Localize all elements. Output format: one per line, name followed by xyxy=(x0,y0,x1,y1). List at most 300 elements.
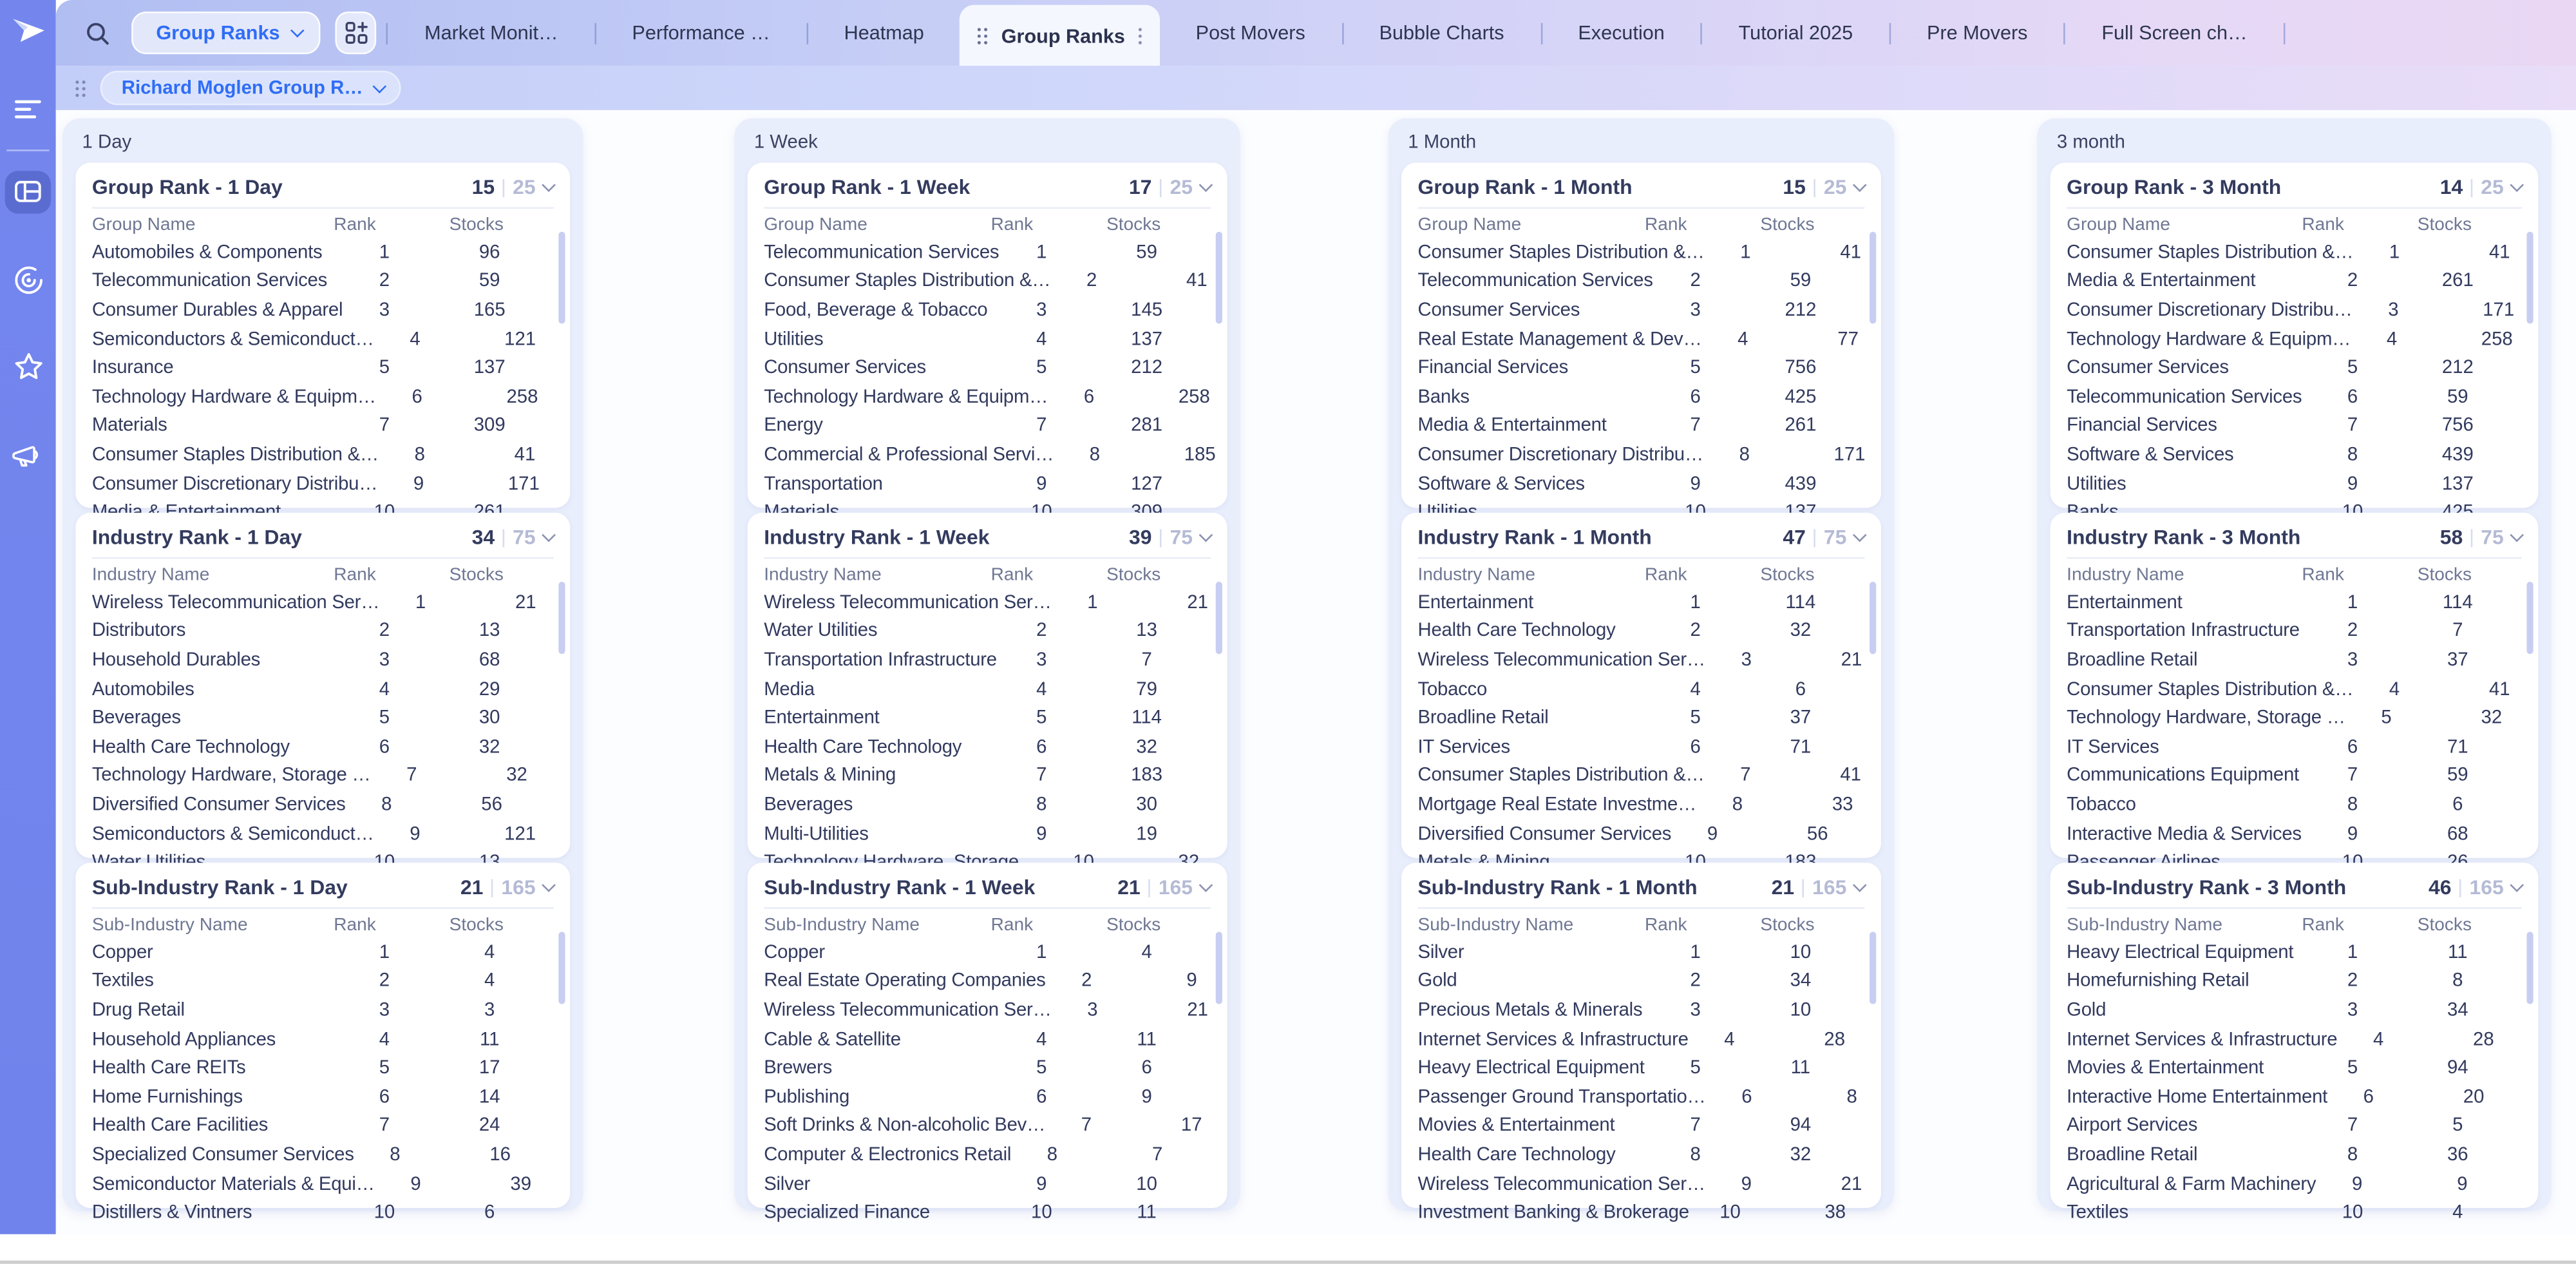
table-row[interactable] xyxy=(764,819,1211,848)
panel-header xyxy=(2067,522,2522,552)
table-row[interactable] xyxy=(1418,412,1865,441)
rank-cell: 9 xyxy=(413,474,424,494)
table-row[interactable] xyxy=(1418,968,1865,997)
row-count-dropdown[interactable] xyxy=(1772,876,1865,899)
table-row[interactable] xyxy=(764,470,1211,499)
rank-cell: 1 xyxy=(1740,243,1751,263)
total-count: 165 xyxy=(2469,876,2504,899)
table-row[interactable] xyxy=(1418,1170,1865,1199)
stocks-cell: 6 xyxy=(1141,1058,1152,1078)
count-separator xyxy=(491,879,493,897)
rank-cell: 1 xyxy=(1036,243,1047,263)
rank-cell: 8 xyxy=(1732,795,1743,816)
name-cell: Wireless Telecommunication Ser… xyxy=(764,1001,1052,1021)
tab-market-monit-[interactable]: Market Monit… xyxy=(424,21,558,44)
panel-divider xyxy=(1418,207,1865,209)
table-row[interactable] xyxy=(92,238,554,267)
name-cell: Entertainment xyxy=(1417,593,1533,613)
visible-count: 15 xyxy=(1783,175,1806,199)
table-rows xyxy=(92,238,554,528)
name-column-header: Group Name xyxy=(764,214,867,235)
table-row[interactable] xyxy=(1418,646,1865,675)
rank-cell: 5 xyxy=(379,1058,390,1078)
table-row[interactable] xyxy=(92,1112,554,1141)
row-count-dropdown[interactable] xyxy=(1783,176,1864,199)
table-row[interactable] xyxy=(764,996,1211,1025)
row-count-dropdown[interactable] xyxy=(1783,526,1864,549)
name-cell: Household Durables xyxy=(91,651,261,671)
add-widget-button[interactable] xyxy=(336,12,377,54)
stocks-column-header: Stocks xyxy=(449,914,504,935)
table-row[interactable] xyxy=(2067,968,2522,997)
table-row[interactable] xyxy=(1418,675,1865,704)
table-row[interactable] xyxy=(2067,733,2522,762)
scrollbar-thumb[interactable] xyxy=(2526,582,2533,654)
table-row[interactable] xyxy=(2067,441,2522,470)
name-cell: Distributors xyxy=(91,622,186,642)
rank-cell: 3 xyxy=(379,1001,390,1021)
stocks-cell: 7 xyxy=(2452,622,2463,642)
name-cell: Consumer Discretionary Distribu… xyxy=(1417,445,1703,465)
table-row[interactable] xyxy=(2067,939,2522,968)
scrollbar-thumb[interactable] xyxy=(1216,582,1222,654)
tab-performance-[interactable]: Performance … xyxy=(632,21,770,44)
row-count-dropdown[interactable] xyxy=(2440,176,2522,199)
table-row[interactable] xyxy=(764,646,1211,675)
table-row[interactable] xyxy=(764,354,1211,383)
name-cell: Diversified Consumer Services xyxy=(1417,824,1672,845)
row-count-dropdown[interactable] xyxy=(472,176,554,199)
name-cell: Financial Services xyxy=(2067,416,2217,436)
table-row[interactable] xyxy=(92,617,554,646)
tab-tutorial-2025[interactable]: Tutorial 2025 xyxy=(1738,21,1853,44)
drag-handle-icon[interactable] xyxy=(75,80,85,97)
table-row[interactable] xyxy=(764,704,1211,733)
table-row[interactable] xyxy=(2067,238,2522,267)
rank-cell: 4 xyxy=(1724,1029,1735,1050)
name-cell: Insurance xyxy=(91,358,174,379)
table-row[interactable] xyxy=(764,267,1211,296)
table-row[interactable] xyxy=(1418,441,1865,470)
rank-cell: 3 xyxy=(1036,300,1047,321)
stocks-cell: 439 xyxy=(1785,474,1817,494)
table-row[interactable] xyxy=(92,383,554,412)
visible-count: 15 xyxy=(471,175,495,199)
stocks-cell: 11 xyxy=(1790,1058,1811,1078)
table-row[interactable] xyxy=(2067,470,2522,499)
total-count: 75 xyxy=(513,526,536,550)
tab-post-movers[interactable]: Post Movers xyxy=(1195,21,1305,44)
table-row[interactable] xyxy=(92,819,554,848)
table-row[interactable] xyxy=(2067,819,2522,848)
name-cell: Consumer Staples Distribution &… xyxy=(764,271,1051,292)
table-row[interactable] xyxy=(764,588,1211,617)
table-row[interactable] xyxy=(92,675,554,704)
table-rows xyxy=(1418,238,1865,528)
rank-cell: 8 xyxy=(390,1145,401,1165)
stocks-cell: 10 xyxy=(1790,1001,1812,1021)
rank-column-header: Rank xyxy=(2302,564,2344,584)
name-column-header: Industry Name xyxy=(91,564,210,584)
tab-pre-movers[interactable]: Pre Movers xyxy=(1926,21,2028,44)
table-row[interactable] xyxy=(2067,1112,2522,1141)
stocks-column-header: Stocks xyxy=(1760,914,1815,935)
table-row[interactable] xyxy=(764,383,1211,412)
table-row[interactable] xyxy=(764,238,1211,267)
table-row[interactable] xyxy=(1418,1112,1865,1141)
name-cell: Publishing xyxy=(764,1087,850,1107)
table-row[interactable] xyxy=(764,762,1211,791)
tab-bubble-charts[interactable]: Bubble Charts xyxy=(1379,21,1504,44)
table-row[interactable] xyxy=(1418,1199,1865,1228)
scrollbar-thumb[interactable] xyxy=(2526,932,2533,1004)
table-row[interactable] xyxy=(92,1141,554,1170)
rank-cell: 4 xyxy=(1036,680,1047,700)
stocks-column-header: Stocks xyxy=(1106,564,1161,584)
table-row[interactable] xyxy=(1418,939,1865,968)
name-cell: Wireless Telecommunication Ser… xyxy=(764,593,1052,613)
preset-dropdown[interactable] xyxy=(100,71,401,106)
table-row[interactable] xyxy=(1418,267,1865,296)
row-count-dropdown[interactable] xyxy=(2429,876,2522,899)
table-row[interactable] xyxy=(764,1083,1211,1112)
stocks-cell: 165 xyxy=(473,300,506,321)
sidebar-item-favorites[interactable] xyxy=(0,350,56,383)
rank-cell: 8 xyxy=(1036,795,1047,816)
table-row[interactable] xyxy=(1418,704,1865,733)
stocks-cell: 56 xyxy=(481,795,502,816)
table-row[interactable] xyxy=(2067,296,2522,325)
table-row[interactable] xyxy=(2067,383,2522,412)
name-cell: Copper xyxy=(764,943,825,963)
table-row[interactable] xyxy=(92,354,554,383)
visible-count: 21 xyxy=(1771,876,1795,899)
rank-cell: 3 xyxy=(2347,651,2358,671)
rank-cell: 7 xyxy=(1081,1116,1092,1136)
table-row[interactable] xyxy=(764,1054,1211,1083)
row-count-dropdown[interactable] xyxy=(1129,176,1211,199)
table-row[interactable] xyxy=(2067,617,2522,646)
name-cell: Consumer Staples Distribution &… xyxy=(2067,680,2354,700)
stocks-cell: 32 xyxy=(1790,622,1812,642)
rank-cell: 4 xyxy=(1690,680,1701,700)
search-icon[interactable] xyxy=(86,21,110,45)
name-cell: Health Care Technology xyxy=(1417,622,1616,642)
table-rows xyxy=(1418,939,1865,1228)
rank-cell: 5 xyxy=(1690,1058,1701,1078)
table-row[interactable] xyxy=(764,1112,1211,1141)
table-row[interactable] xyxy=(2067,1083,2522,1112)
table-row[interactable] xyxy=(764,1170,1211,1199)
column-headers xyxy=(764,910,1211,938)
name-column-header: Group Name xyxy=(2067,214,2170,235)
timeframe-label: 1 Week xyxy=(753,133,818,153)
table-rows xyxy=(92,939,554,1228)
stocks-cell: 11 xyxy=(479,1029,500,1050)
column-headers xyxy=(1418,560,1865,588)
menu-icon[interactable] xyxy=(0,97,56,120)
rank-column-card xyxy=(1388,119,1895,1223)
table-row[interactable] xyxy=(1418,733,1865,762)
table-row[interactable] xyxy=(92,267,554,296)
stocks-cell: 212 xyxy=(1785,300,1817,321)
stocks-cell: 94 xyxy=(2447,1058,2468,1078)
name-cell: Specialized Finance xyxy=(764,1203,930,1223)
scrollbar-thumb[interactable] xyxy=(1870,232,1876,324)
rank-cell: 10 xyxy=(1719,1203,1741,1223)
rank-cell: 5 xyxy=(379,358,390,379)
tab-execution[interactable]: Execution xyxy=(1578,21,1665,44)
table-row[interactable] xyxy=(2067,790,2522,819)
table-row[interactable] xyxy=(1418,1141,1865,1170)
table-row[interactable] xyxy=(92,1083,554,1112)
stocks-cell: 59 xyxy=(1790,271,1812,292)
stocks-cell: 96 xyxy=(478,243,500,263)
table-row[interactable] xyxy=(92,646,554,675)
chevron-down-icon xyxy=(1853,528,1867,542)
name-cell: Utilities xyxy=(2067,474,2126,494)
stocks-column-header: Stocks xyxy=(1106,214,1161,235)
table-row[interactable] xyxy=(1418,996,1865,1025)
stocks-cell: 258 xyxy=(506,387,538,408)
scrollbar-thumb[interactable] xyxy=(2526,232,2533,324)
panel-divider xyxy=(2067,907,2522,909)
tab-heatmap[interactable]: Heatmap xyxy=(844,21,924,44)
timeframe-label: 1 Day xyxy=(82,133,132,153)
rank-cell: 4 xyxy=(1036,1029,1047,1050)
rank-column-header: Rank xyxy=(1644,214,1687,235)
table-row[interactable] xyxy=(764,1141,1211,1170)
table-row[interactable] xyxy=(1418,470,1865,499)
chevron-down-icon xyxy=(542,528,556,542)
row-count-dropdown[interactable] xyxy=(1129,526,1211,549)
table-row[interactable] xyxy=(92,412,554,441)
scrollbar-thumb[interactable] xyxy=(558,932,565,1004)
chevron-down-icon xyxy=(2510,528,2524,542)
table-row[interactable] xyxy=(1418,1054,1865,1083)
panel-divider xyxy=(92,907,554,909)
table-rows xyxy=(2067,939,2522,1228)
table-row[interactable] xyxy=(92,996,554,1025)
table-row[interactable] xyxy=(2067,675,2522,704)
table-row[interactable] xyxy=(764,441,1216,470)
name-cell: Consumer Staples Distribution &… xyxy=(1417,766,1705,787)
table-row[interactable] xyxy=(92,1170,554,1199)
table-row[interactable] xyxy=(92,470,554,499)
count-separator xyxy=(1160,178,1162,196)
tab-group-ranks[interactable] xyxy=(960,5,1160,66)
table-row[interactable] xyxy=(92,762,554,791)
table-row[interactable] xyxy=(2067,1025,2522,1054)
count-separator xyxy=(1814,178,1816,196)
tab-separator xyxy=(2284,22,2286,43)
grid-plus-icon xyxy=(345,21,368,44)
scrollbar-thumb[interactable] xyxy=(558,232,565,324)
name-cell: Consumer Discretionary Distribu… xyxy=(91,474,378,494)
sidebar-item-dashboards[interactable] xyxy=(0,169,56,214)
table-row[interactable] xyxy=(1418,238,1865,267)
table-row[interactable] xyxy=(764,675,1211,704)
table-row[interactable] xyxy=(764,1025,1211,1054)
tab-label: Group Ranks xyxy=(1001,23,1125,47)
scrollbar-thumb[interactable] xyxy=(558,582,565,654)
name-cell: Banks xyxy=(1417,387,1470,408)
table-row[interactable] xyxy=(764,1199,1211,1228)
rank-cell: 6 xyxy=(1690,737,1701,758)
table-row[interactable] xyxy=(764,790,1211,819)
table-row[interactable] xyxy=(2067,1141,2522,1170)
stocks-cell: 261 xyxy=(1785,416,1817,436)
table-row[interactable] xyxy=(1418,819,1865,848)
table-row[interactable] xyxy=(764,968,1211,997)
table-row[interactable] xyxy=(2067,1054,2522,1083)
name-column-header: Sub-Industry Name xyxy=(91,914,248,935)
table-row[interactable] xyxy=(92,1025,554,1054)
stocks-cell: 28 xyxy=(2473,1029,2494,1050)
layout-dropdown[interactable] xyxy=(131,12,321,54)
stocks-cell: 261 xyxy=(2441,271,2474,292)
table-row[interactable] xyxy=(1418,588,1865,617)
stocks-cell: 11 xyxy=(2448,943,2468,963)
name-cell: Silver xyxy=(1417,943,1464,963)
row-count-dropdown[interactable] xyxy=(1117,876,1211,899)
name-cell: Real Estate Management & Dev… xyxy=(1417,329,1702,350)
rank-cell: 8 xyxy=(2347,1145,2358,1165)
table-row[interactable] xyxy=(764,733,1211,762)
table-row[interactable] xyxy=(92,1199,554,1228)
table-row[interactable] xyxy=(92,296,554,325)
sidebar-item-announcements[interactable] xyxy=(0,439,56,472)
name-cell: Media xyxy=(764,680,815,700)
rank-cell: 1 xyxy=(379,943,390,963)
table-row[interactable] xyxy=(2067,646,2522,675)
table-row[interactable] xyxy=(1418,383,1865,412)
table-row[interactable] xyxy=(92,790,554,819)
stocks-cell: 21 xyxy=(1187,593,1208,613)
table-row[interactable] xyxy=(1418,296,1865,325)
table-row[interactable] xyxy=(1418,1083,1865,1112)
scrollbar-thumb[interactable] xyxy=(1870,582,1876,654)
table-row[interactable] xyxy=(92,704,554,733)
table-row[interactable] xyxy=(2067,267,2522,296)
rank-cell: 7 xyxy=(1690,416,1701,436)
stocks-cell: 21 xyxy=(1841,651,1862,671)
table-row[interactable] xyxy=(764,296,1211,325)
rank-cell: 8 xyxy=(381,795,392,816)
table-row[interactable] xyxy=(2067,704,2522,733)
stocks-cell: 10 xyxy=(1136,1174,1157,1194)
name-cell: Food, Beverage & Tobacco xyxy=(764,300,988,321)
table-row[interactable] xyxy=(1418,354,1865,383)
name-cell: Health Care Technology xyxy=(91,737,290,758)
scrollbar-thumb[interactable] xyxy=(1216,232,1222,324)
table-row[interactable] xyxy=(92,733,554,762)
stocks-cell: 121 xyxy=(504,329,536,350)
stocks-cell: 4 xyxy=(2452,1203,2463,1223)
table-row[interactable] xyxy=(2067,354,2522,383)
name-cell: Beverages xyxy=(91,708,181,729)
stocks-cell: 21 xyxy=(515,593,536,613)
table-row[interactable] xyxy=(1418,1025,1865,1054)
drag-handle-icon[interactable] xyxy=(978,27,988,44)
stocks-cell: 137 xyxy=(1131,329,1163,350)
table-rows xyxy=(1418,588,1865,877)
table-row[interactable] xyxy=(92,939,554,968)
table-row[interactable] xyxy=(764,325,1211,354)
more-dots-icon[interactable] xyxy=(1138,27,1141,44)
row-count-dropdown[interactable] xyxy=(2440,526,2522,549)
table-row[interactable] xyxy=(2067,996,2522,1025)
rank-panel xyxy=(75,863,570,1223)
stocks-cell: 212 xyxy=(1131,358,1163,379)
rank-column-header: Rank xyxy=(1644,914,1687,935)
sidebar-item-screener[interactable] xyxy=(0,263,56,296)
row-count-dropdown[interactable] xyxy=(472,526,554,549)
stocks-cell: 19 xyxy=(1136,824,1157,845)
name-cell: Semiconductors & Semiconduct… xyxy=(91,824,374,845)
scrollbar-thumb[interactable] xyxy=(1216,932,1222,1004)
name-cell: Technology Hardware & Equipm… xyxy=(764,387,1048,408)
table-row[interactable] xyxy=(92,968,554,997)
name-cell: Media & Entertainment xyxy=(1417,416,1607,436)
table-row[interactable] xyxy=(2067,762,2522,791)
name-cell: Multi-Utilities xyxy=(764,824,869,845)
table-row[interactable] xyxy=(2067,412,2522,441)
table-row[interactable] xyxy=(1418,617,1865,646)
table-row[interactable] xyxy=(2067,588,2522,617)
table-row[interactable] xyxy=(1418,790,1865,819)
table-row[interactable] xyxy=(92,441,554,470)
row-count-dropdown[interactable] xyxy=(460,876,554,899)
stocks-column-header: Stocks xyxy=(449,564,504,584)
rank-column-header: Rank xyxy=(2302,214,2344,235)
app-logo-icon[interactable] xyxy=(0,12,56,48)
scrollbar-thumb[interactable] xyxy=(1870,932,1876,1004)
table-row[interactable] xyxy=(92,325,554,354)
table-row[interactable] xyxy=(1418,325,1865,354)
panel-title: Industry Rank - 1 Day xyxy=(91,526,302,550)
stocks-cell: 7 xyxy=(1152,1145,1163,1165)
stocks-column-header: Stocks xyxy=(1760,214,1815,235)
table-row[interactable] xyxy=(764,412,1211,441)
table-row[interactable] xyxy=(2067,1170,2522,1199)
total-count: 165 xyxy=(1812,876,1847,899)
table-row[interactable] xyxy=(2067,325,2522,354)
stocks-cell: 79 xyxy=(1136,680,1157,700)
name-cell: Consumer Services xyxy=(764,358,926,379)
stocks-cell: 20 xyxy=(2463,1087,2485,1107)
visible-count: 58 xyxy=(2439,526,2463,550)
stocks-cell: 425 xyxy=(1785,387,1817,408)
table-row[interactable] xyxy=(92,588,554,617)
name-cell: Automobiles xyxy=(91,680,194,700)
table-row[interactable] xyxy=(1418,762,1865,791)
dashboard-content xyxy=(56,110,2576,1234)
rank-cell: 4 xyxy=(379,680,390,700)
tab-full-screen-ch-[interactable]: Full Screen ch… xyxy=(2101,21,2248,44)
rank-panel xyxy=(2050,513,2539,858)
name-cell: Automobiles & Components xyxy=(91,243,323,263)
name-cell: Materials xyxy=(91,416,167,436)
panel-header xyxy=(1418,873,1865,903)
sidebar xyxy=(0,0,56,1234)
table-row[interactable] xyxy=(764,939,1211,968)
table-row[interactable] xyxy=(92,1054,554,1083)
name-cell: Telecommunication Services xyxy=(91,271,328,292)
chevron-down-icon xyxy=(542,178,556,192)
table-row[interactable] xyxy=(2067,1199,2522,1228)
table-row[interactable] xyxy=(764,617,1211,646)
